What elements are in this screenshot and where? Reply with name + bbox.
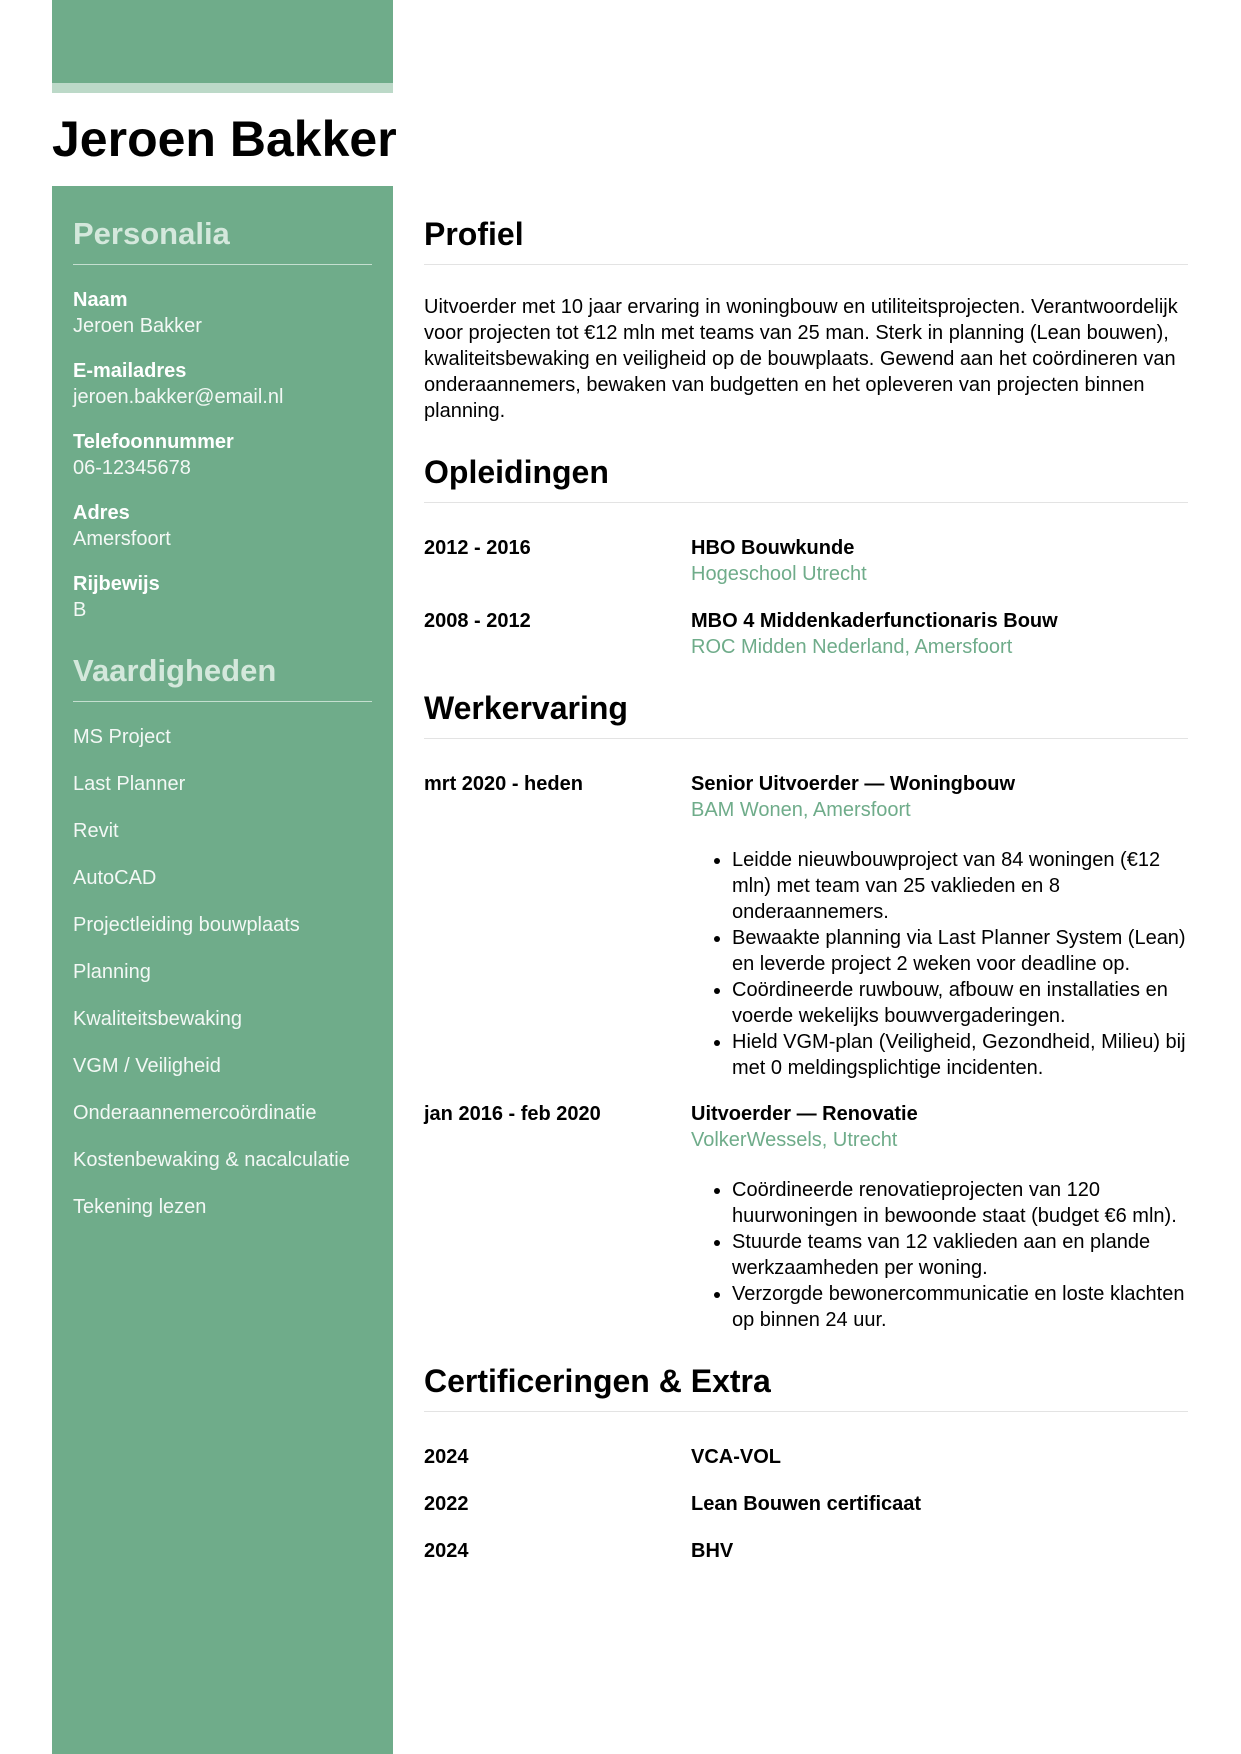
entry-body — [691, 1538, 1188, 1564]
entry-company: BAM Wonen, Amersfoort — [691, 799, 911, 821]
entry-date: 2012 - 2016 — [424, 537, 531, 559]
entry-title: Lean Bouwen certificaat — [691, 1493, 922, 1515]
entry-date: 2008 - 2012 — [424, 610, 531, 632]
personalia-label: Naam — [73, 289, 128, 311]
entry-date: mrt 2020 - heden — [424, 773, 583, 795]
entry-body — [691, 771, 1188, 1081]
personalia-item-email — [73, 358, 372, 410]
education-entry — [424, 608, 1188, 660]
personalia-item-telefoon — [73, 429, 372, 481]
bullet-item: • Stuurde teams van 12 vaklieden aan en plande werkzaamheden per woning. — [732, 1229, 1188, 1281]
skill-item: Kostenbewaking & nacalculatie — [73, 1149, 350, 1171]
certifications-list — [424, 1444, 1188, 1564]
header-accent-strip — [52, 83, 393, 93]
skills-list — [73, 724, 372, 1220]
skill-item: Onderaannemercoördinatie — [73, 1102, 317, 1124]
skill-item: AutoCAD — [73, 867, 157, 889]
entry-title: Uitvoerder — Renovatie — [691, 1103, 918, 1125]
entry-date: jan 2016 - feb 2020 — [424, 1103, 601, 1125]
personalia-item-adres — [73, 500, 372, 552]
entry-body — [691, 535, 1188, 587]
personalia-value: jeroen.bakker@email.nl — [73, 386, 284, 408]
skill-item: Projectleiding bouwplaats — [73, 914, 300, 936]
main-content — [424, 186, 1188, 1585]
education-entry — [424, 535, 1188, 587]
personalia-list — [73, 287, 372, 623]
skill-item: Tekening lezen — [73, 1196, 207, 1218]
education-list — [424, 535, 1188, 660]
personalia-value: B — [73, 599, 87, 621]
entry-date: 2022 — [424, 1493, 469, 1515]
personalia-heading: Personalia — [73, 216, 372, 265]
skill-item: Revit — [73, 820, 119, 842]
certification-entry — [424, 1491, 1188, 1517]
personalia-label: Adres — [73, 502, 130, 524]
bullet-item: • Hield VGM-plan (Veiligheid, Gezondheid, Milieu) bij met 0 meldingsplichtige incidenten. — [732, 1029, 1188, 1081]
header-accent-block — [52, 0, 393, 83]
entry-body — [691, 1444, 1188, 1470]
entry-date: 2024 — [424, 1540, 469, 1562]
certifications-heading: Certificeringen & Extra — [424, 1363, 1188, 1412]
entry-company: VolkerWessels, Utrecht — [691, 1129, 898, 1151]
education-section — [424, 454, 1188, 660]
entry-title: HBO Bouwkunde — [691, 537, 855, 559]
entry-date: 2024 — [424, 1446, 469, 1468]
entry-title: VCA-VOL — [691, 1446, 781, 1468]
profile-heading: Profiel — [424, 216, 1188, 265]
experience-heading: Werkervaring — [424, 690, 1188, 739]
bullet-item: • Leidde nieuwbouwproject van 84 woningen (€12 mln) met team van 25 vaklieden en 8 onderaannemers. — [732, 847, 1188, 925]
certifications-section — [424, 1363, 1188, 1564]
personalia-value: 06-12345678 — [73, 457, 191, 479]
bullet-item: • Coördineerde ruwbouw, afbouw en installaties en voerde wekelijks bouwvergaderingen. — [732, 977, 1188, 1029]
candidate-name: Jeroen Bakker — [52, 111, 397, 167]
personalia-label: Telefoonnummer — [73, 431, 234, 453]
entry-institution: Hogeschool Utrecht — [691, 563, 867, 585]
skill-item: Kwaliteitsbewaking — [73, 1008, 242, 1030]
skills-heading: Vaardigheden — [73, 653, 372, 702]
personalia-label: Rijbewijs — [73, 573, 160, 595]
skill-item: Planning — [73, 961, 151, 983]
skill-item: MS Project — [73, 726, 171, 748]
bullet-item: • Coördineerde renovatieprojecten van 120 huurwoningen in bewoonde staat (budget €6 mln). — [732, 1177, 1188, 1229]
entry-body — [691, 608, 1188, 660]
entry-title: Senior Uitvoerder — Woningbouw — [691, 773, 1016, 795]
entry-body — [691, 1491, 1188, 1517]
certification-entry — [424, 1538, 1188, 1564]
entry-title: BHV — [691, 1540, 734, 1562]
profile-text: Uitvoerder met 10 jaar ervaring in woningbouw en utiliteitsprojecten. Verantwoordelijk voor projecten tot €12 mln met teams van 25 man. Sterk in planning (Lean bouwen), kwaliteitsbewaking en veiligheid op de bouwplaats. Gewend aan het coördineren van onderaannemers, bewaken van budgetten en het opleveren van projecten binnen planning. — [424, 296, 1178, 422]
personalia-item-naam — [73, 287, 372, 339]
sidebar — [52, 186, 393, 1754]
experience-section — [424, 690, 1188, 1333]
bullet-item: • Bewaakte planning via Last Planner System (Lean) en leverde project 2 weken voor deadline op. — [732, 925, 1188, 977]
education-heading: Opleidingen — [424, 454, 1188, 503]
certification-entry — [424, 1444, 1188, 1470]
experience-entry — [424, 771, 1188, 1081]
experience-entry — [424, 1101, 1188, 1333]
bullet-list — [691, 847, 1188, 1081]
entry-body — [691, 1101, 1188, 1333]
personalia-value: Amersfoort — [73, 528, 171, 550]
entry-institution: ROC Midden Nederland, Amersfoort — [691, 636, 1013, 658]
personalia-item-rijbewijs — [73, 571, 372, 623]
skill-item: VGM / Veiligheid — [73, 1055, 221, 1077]
personalia-label: E-mailadres — [73, 360, 187, 382]
bullet-item: • Verzorgde bewonercommunicatie en loste klachten op binnen 24 uur. — [732, 1281, 1188, 1333]
profile-section — [424, 216, 1188, 424]
personalia-value: Jeroen Bakker — [73, 315, 202, 337]
bullet-list — [691, 1177, 1188, 1333]
experience-list — [424, 771, 1188, 1333]
entry-title: MBO 4 Middenkaderfunctionaris Bouw — [691, 610, 1058, 632]
skill-item: Last Planner — [73, 773, 186, 795]
